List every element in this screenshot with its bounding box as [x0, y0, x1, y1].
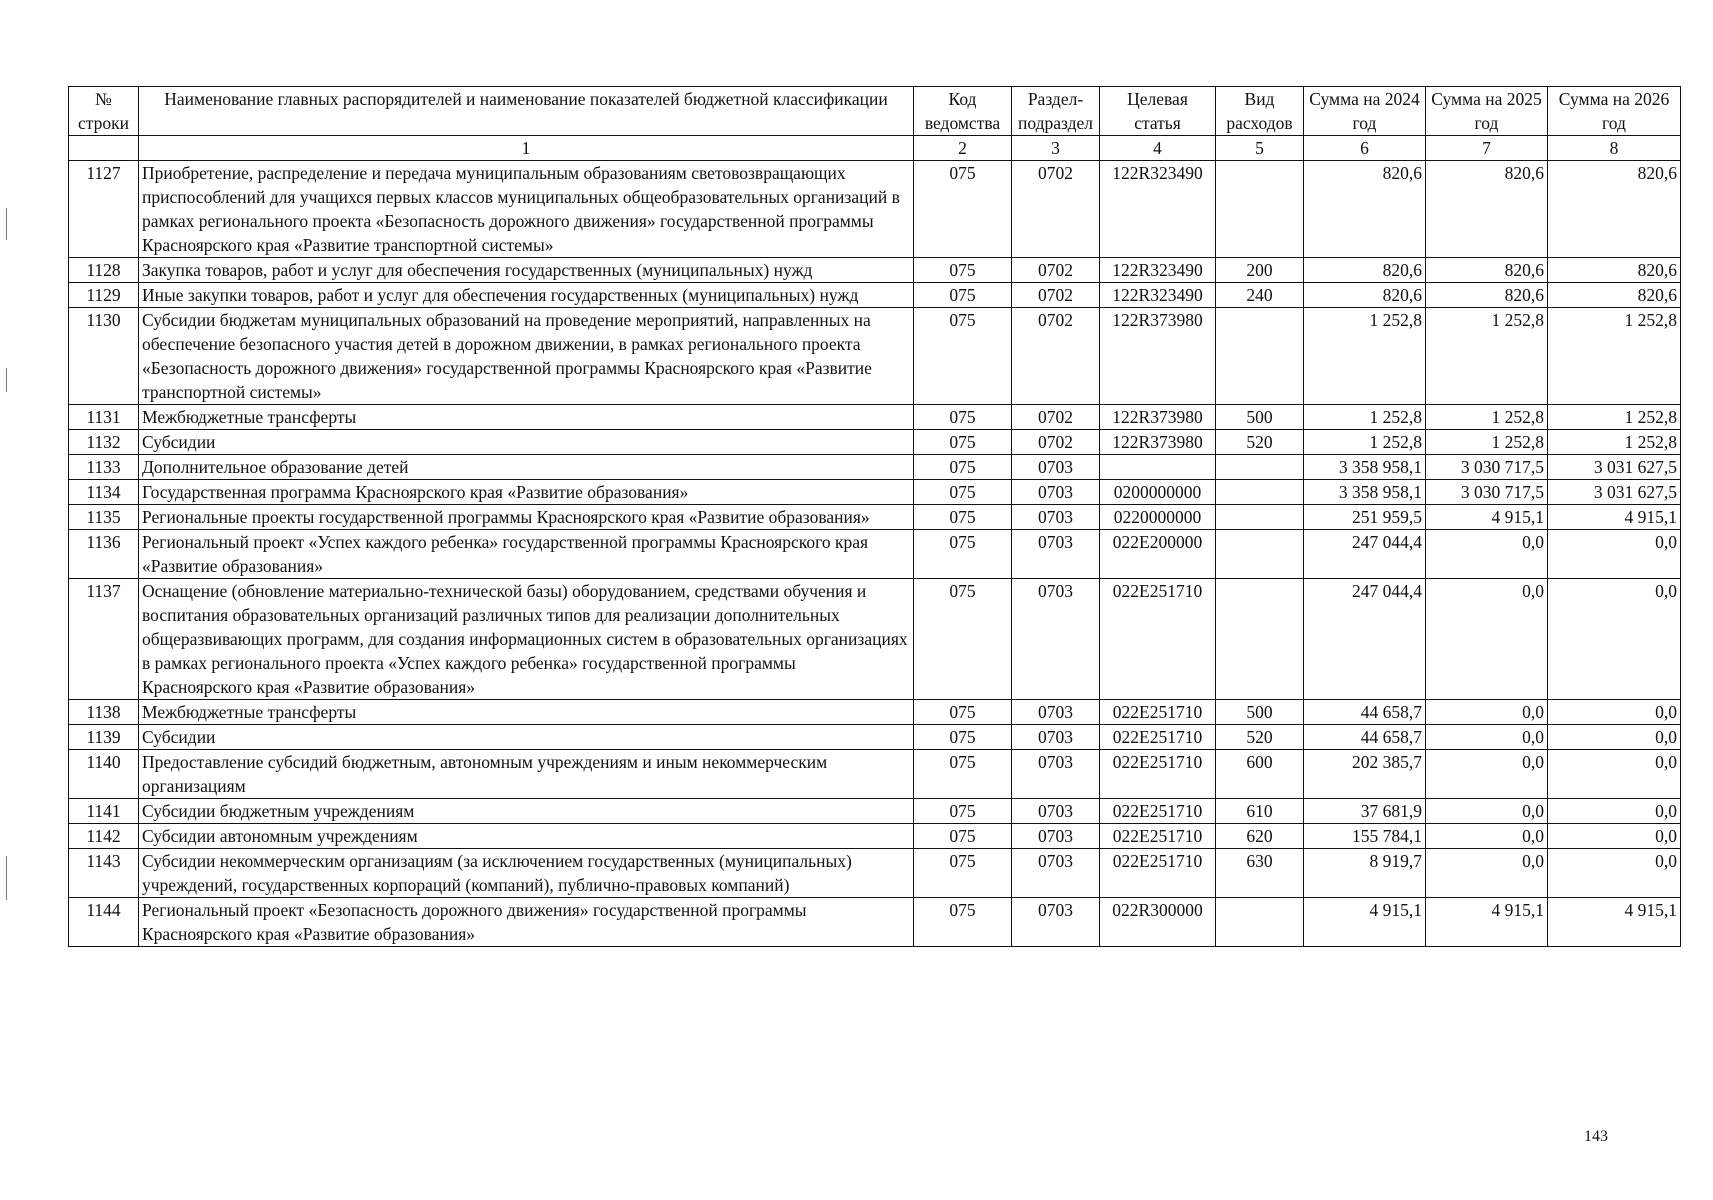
cell-sum-2026: 0,0 — [1548, 750, 1681, 799]
cell-sum-2026: 4 915,1 — [1548, 505, 1681, 530]
cell-expense-type: 500 — [1216, 405, 1304, 430]
cell-target-article: 0200000000 — [1100, 480, 1216, 505]
cell-section: 0702 — [1012, 283, 1100, 308]
cell-department-code: 075 — [914, 700, 1012, 725]
header-expense-type: Вид расходов — [1216, 87, 1304, 136]
cell-row-number: 1136 — [69, 530, 139, 579]
cell-name: Межбюджетные трансферты — [139, 700, 914, 725]
cell-section: 0703 — [1012, 505, 1100, 530]
cell-sum-2026: 0,0 — [1548, 700, 1681, 725]
cell-sum-2025: 1 252,8 — [1426, 308, 1548, 405]
cell-department-code: 075 — [914, 308, 1012, 405]
header-target-article: Целевая статья — [1100, 87, 1216, 136]
page-number: 143 — [1584, 1128, 1608, 1145]
cell-name: Региональный проект «Безопасность дорожного движения» государственной программы Красноярского края «Развитие образования» — [139, 898, 914, 947]
cell-expense-type — [1216, 579, 1304, 700]
cell-sum-2026: 0,0 — [1548, 579, 1681, 700]
cell-section: 0703 — [1012, 750, 1100, 799]
cell-department-code: 075 — [914, 505, 1012, 530]
cell-sum-2025: 820,6 — [1426, 161, 1548, 258]
column-number: 3 — [1012, 136, 1100, 161]
cell-sum-2026: 1 252,8 — [1548, 430, 1681, 455]
cell-sum-2026: 0,0 — [1548, 799, 1681, 824]
cell-sum-2025: 0,0 — [1426, 725, 1548, 750]
cell-name: Межбюджетные трансферты — [139, 405, 914, 430]
cell-sum-2024: 3 358 958,1 — [1304, 480, 1426, 505]
cell-sum-2024: 820,6 — [1304, 161, 1426, 258]
table-row — [69, 579, 1681, 700]
table-row — [69, 849, 1681, 898]
cell-row-number: 1130 — [69, 308, 139, 405]
cell-row-number: 1131 — [69, 405, 139, 430]
table-header-row — [69, 87, 1681, 136]
table-row — [69, 824, 1681, 849]
cell-expense-type — [1216, 505, 1304, 530]
cell-section: 0703 — [1012, 824, 1100, 849]
header-sum-2026: Сумма на 2026 год — [1548, 87, 1681, 136]
table-row — [69, 430, 1681, 455]
cell-department-code: 075 — [914, 258, 1012, 283]
cell-expense-type: 520 — [1216, 725, 1304, 750]
table-row — [69, 258, 1681, 283]
cell-sum-2025: 820,6 — [1426, 283, 1548, 308]
cell-section: 0702 — [1012, 258, 1100, 283]
cell-sum-2025: 0,0 — [1426, 579, 1548, 700]
cell-row-number: 1134 — [69, 480, 139, 505]
cell-target-article: 022E251710 — [1100, 824, 1216, 849]
cell-row-number: 1135 — [69, 505, 139, 530]
cell-expense-type — [1216, 480, 1304, 505]
cell-expense-type — [1216, 530, 1304, 579]
cell-target-article: 022E251710 — [1100, 799, 1216, 824]
cell-sum-2024: 1 252,8 — [1304, 430, 1426, 455]
cell-section: 0703 — [1012, 480, 1100, 505]
cell-sum-2024: 37 681,9 — [1304, 799, 1426, 824]
cell-sum-2026: 820,6 — [1548, 258, 1681, 283]
cell-department-code: 075 — [914, 849, 1012, 898]
cell-name: Оснащение (обновление материально-технической базы) оборудованием, средствами обучения и воспитания образовательных организаций различных типов для реализации дополнительных общеразвивающих программ, для создания информационных систем в образовательных организациях в рамках регионального проекта «Успех каждого ребенка» государственной программы Красноярского края «Развитие образования» — [139, 579, 914, 700]
cell-sum-2025: 0,0 — [1426, 700, 1548, 725]
cell-sum-2024: 3 358 958,1 — [1304, 455, 1426, 480]
column-number: 8 — [1548, 136, 1681, 161]
cell-department-code: 075 — [914, 799, 1012, 824]
cell-target-article: 122R373980 — [1100, 430, 1216, 455]
header-sum-2025: Сумма на 2025 год — [1426, 87, 1548, 136]
cell-target-article: 022E251710 — [1100, 849, 1216, 898]
cell-sum-2024: 1 252,8 — [1304, 405, 1426, 430]
cell-row-number: 1133 — [69, 455, 139, 480]
cell-row-number: 1142 — [69, 824, 139, 849]
cell-expense-type: 620 — [1216, 824, 1304, 849]
cell-department-code: 075 — [914, 455, 1012, 480]
cell-sum-2024: 155 784,1 — [1304, 824, 1426, 849]
cell-sum-2025: 0,0 — [1426, 750, 1548, 799]
cell-sum-2024: 247 044,4 — [1304, 530, 1426, 579]
table-row — [69, 455, 1681, 480]
cell-section: 0703 — [1012, 700, 1100, 725]
cell-expense-type: 610 — [1216, 799, 1304, 824]
table-row — [69, 530, 1681, 579]
cell-name: Закупка товаров, работ и услуг для обеспечения государственных (муниципальных) нужд — [139, 258, 914, 283]
cell-row-number: 1140 — [69, 750, 139, 799]
cell-target-article: 022E200000 — [1100, 530, 1216, 579]
cell-section: 0703 — [1012, 898, 1100, 947]
cell-sum-2025: 4 915,1 — [1426, 505, 1548, 530]
cell-name: Субсидии некоммерческим организациям (за исключением государственных (муниципальных) учреждений, государственных корпораций (компаний), публично-правовых компаний) — [139, 849, 914, 898]
cell-row-number: 1137 — [69, 579, 139, 700]
cell-expense-type: 600 — [1216, 750, 1304, 799]
header-row-number: № строки — [69, 87, 139, 136]
cell-expense-type — [1216, 455, 1304, 480]
cell-sum-2024: 247 044,4 — [1304, 579, 1426, 700]
column-number: 1 — [139, 136, 914, 161]
cell-section: 0702 — [1012, 161, 1100, 258]
column-number: 4 — [1100, 136, 1216, 161]
scan-mark — [6, 208, 7, 240]
cell-sum-2024: 4 915,1 — [1304, 898, 1426, 947]
cell-name: Субсидии бюджетам муниципальных образований на проведение мероприятий, направленных на обеспечение безопасного участия детей в дорожном движении, в рамках регионального проекта «Безопасность дорожного движения» государственной программы Красноярского края «Развитие транспортной системы» — [139, 308, 914, 405]
cell-department-code: 075 — [914, 480, 1012, 505]
cell-department-code: 075 — [914, 824, 1012, 849]
column-number: 6 — [1304, 136, 1426, 161]
header-sum-2024: Сумма на 2024 год — [1304, 87, 1426, 136]
cell-row-number: 1129 — [69, 283, 139, 308]
column-number: 2 — [914, 136, 1012, 161]
cell-target-article: 122R323490 — [1100, 258, 1216, 283]
cell-target-article: 022E251710 — [1100, 700, 1216, 725]
cell-department-code: 075 — [914, 161, 1012, 258]
cell-sum-2026: 1 252,8 — [1548, 405, 1681, 430]
cell-row-number: 1144 — [69, 898, 139, 947]
table-row — [69, 750, 1681, 799]
cell-target-article — [1100, 455, 1216, 480]
cell-section: 0703 — [1012, 799, 1100, 824]
cell-sum-2025: 3 030 717,5 — [1426, 455, 1548, 480]
cell-row-number: 1132 — [69, 430, 139, 455]
cell-section: 0703 — [1012, 530, 1100, 579]
cell-expense-type: 240 — [1216, 283, 1304, 308]
cell-sum-2026: 3 031 627,5 — [1548, 480, 1681, 505]
cell-sum-2025: 3 030 717,5 — [1426, 480, 1548, 505]
cell-sum-2026: 0,0 — [1548, 849, 1681, 898]
cell-target-article: 022R300000 — [1100, 898, 1216, 947]
table-row — [69, 725, 1681, 750]
cell-name: Субсидии — [139, 725, 914, 750]
cell-sum-2025: 0,0 — [1426, 799, 1548, 824]
cell-sum-2024: 8 919,7 — [1304, 849, 1426, 898]
cell-department-code: 075 — [914, 725, 1012, 750]
cell-section: 0702 — [1012, 308, 1100, 405]
cell-sum-2025: 1 252,8 — [1426, 405, 1548, 430]
cell-section: 0703 — [1012, 455, 1100, 480]
cell-name: Государственная программа Красноярского края «Развитие образования» — [139, 480, 914, 505]
cell-row-number: 1143 — [69, 849, 139, 898]
cell-department-code: 075 — [914, 283, 1012, 308]
cell-sum-2024: 44 658,7 — [1304, 700, 1426, 725]
cell-target-article: 122R323490 — [1100, 283, 1216, 308]
scan-mark — [6, 368, 7, 392]
cell-sum-2026: 820,6 — [1548, 283, 1681, 308]
cell-sum-2025: 1 252,8 — [1426, 430, 1548, 455]
cell-section: 0703 — [1012, 725, 1100, 750]
cell-section: 0702 — [1012, 430, 1100, 455]
cell-department-code: 075 — [914, 898, 1012, 947]
column-number: 7 — [1426, 136, 1548, 161]
cell-sum-2024: 820,6 — [1304, 258, 1426, 283]
cell-expense-type: 630 — [1216, 849, 1304, 898]
cell-expense-type — [1216, 898, 1304, 947]
column-number — [69, 136, 139, 161]
cell-expense-type — [1216, 308, 1304, 405]
table-row — [69, 480, 1681, 505]
column-number-row — [69, 136, 1681, 161]
table-row — [69, 308, 1681, 405]
cell-sum-2025: 4 915,1 — [1426, 898, 1548, 947]
cell-target-article: 022E251710 — [1100, 725, 1216, 750]
cell-name: Иные закупки товаров, работ и услуг для обеспечения государственных (муниципальных) нужд — [139, 283, 914, 308]
cell-sum-2025: 0,0 — [1426, 530, 1548, 579]
cell-expense-type — [1216, 161, 1304, 258]
cell-department-code: 075 — [914, 579, 1012, 700]
cell-expense-type: 200 — [1216, 258, 1304, 283]
cell-section: 0702 — [1012, 405, 1100, 430]
cell-department-code: 075 — [914, 530, 1012, 579]
cell-expense-type: 520 — [1216, 430, 1304, 455]
cell-name: Приобретение, распределение и передача муниципальным образованиям световозвращающих приспособлений для учащихся первых классов муниципальных общеобразовательных организаций в рамках регионального проекта «Безопасность дорожного движения» государственной программы Красноярского края «Развитие транспортной системы» — [139, 161, 914, 258]
cell-expense-type: 500 — [1216, 700, 1304, 725]
cell-target-article: 122R373980 — [1100, 405, 1216, 430]
header-department-code: Код ведомства — [914, 87, 1012, 136]
table-row — [69, 799, 1681, 824]
cell-target-article: 022E251710 — [1100, 579, 1216, 700]
table-body — [69, 161, 1681, 947]
header-section: Раздел-подраздел — [1012, 87, 1100, 136]
cell-sum-2025: 0,0 — [1426, 849, 1548, 898]
column-number: 5 — [1216, 136, 1304, 161]
scan-mark — [6, 856, 7, 900]
table-row — [69, 898, 1681, 947]
cell-sum-2026: 820,6 — [1548, 161, 1681, 258]
cell-sum-2024: 202 385,7 — [1304, 750, 1426, 799]
cell-sum-2026: 0,0 — [1548, 530, 1681, 579]
table-row — [69, 405, 1681, 430]
cell-department-code: 075 — [914, 405, 1012, 430]
cell-sum-2026: 3 031 627,5 — [1548, 455, 1681, 480]
cell-sum-2025: 820,6 — [1426, 258, 1548, 283]
cell-row-number: 1138 — [69, 700, 139, 725]
table-row — [69, 161, 1681, 258]
cell-sum-2026: 0,0 — [1548, 824, 1681, 849]
table-row — [69, 283, 1681, 308]
cell-sum-2025: 0,0 — [1426, 824, 1548, 849]
cell-department-code: 075 — [914, 750, 1012, 799]
cell-row-number: 1127 — [69, 161, 139, 258]
cell-sum-2024: 44 658,7 — [1304, 725, 1426, 750]
cell-name: Предоставление субсидий бюджетным, автономным учреждениям и иным некоммерческим организациям — [139, 750, 914, 799]
cell-sum-2024: 1 252,8 — [1304, 308, 1426, 405]
cell-sum-2026: 1 252,8 — [1548, 308, 1681, 405]
budget-table — [68, 86, 1681, 947]
cell-sum-2024: 820,6 — [1304, 283, 1426, 308]
cell-row-number: 1141 — [69, 799, 139, 824]
table-row — [69, 700, 1681, 725]
cell-sum-2026: 0,0 — [1548, 725, 1681, 750]
header-name: Наименование главных распорядителей и наименование показателей бюджетной классификации — [139, 87, 914, 136]
cell-sum-2026: 4 915,1 — [1548, 898, 1681, 947]
cell-section: 0703 — [1012, 579, 1100, 700]
cell-name: Региональный проект «Успех каждого ребенка» государственной программы Красноярского края «Развитие образования» — [139, 530, 914, 579]
cell-name: Субсидии бюджетным учреждениям — [139, 799, 914, 824]
cell-target-article: 0220000000 — [1100, 505, 1216, 530]
cell-row-number: 1128 — [69, 258, 139, 283]
cell-section: 0703 — [1012, 849, 1100, 898]
cell-target-article: 022E251710 — [1100, 750, 1216, 799]
cell-name: Субсидии автономным учреждениям — [139, 824, 914, 849]
cell-row-number: 1139 — [69, 725, 139, 750]
cell-name: Субсидии — [139, 430, 914, 455]
cell-sum-2024: 251 959,5 — [1304, 505, 1426, 530]
cell-department-code: 075 — [914, 430, 1012, 455]
cell-name: Региональные проекты государственной программы Красноярского края «Развитие образования» — [139, 505, 914, 530]
cell-target-article: 122R323490 — [1100, 161, 1216, 258]
table-row — [69, 505, 1681, 530]
cell-target-article: 122R373980 — [1100, 308, 1216, 405]
cell-name: Дополнительное образование детей — [139, 455, 914, 480]
